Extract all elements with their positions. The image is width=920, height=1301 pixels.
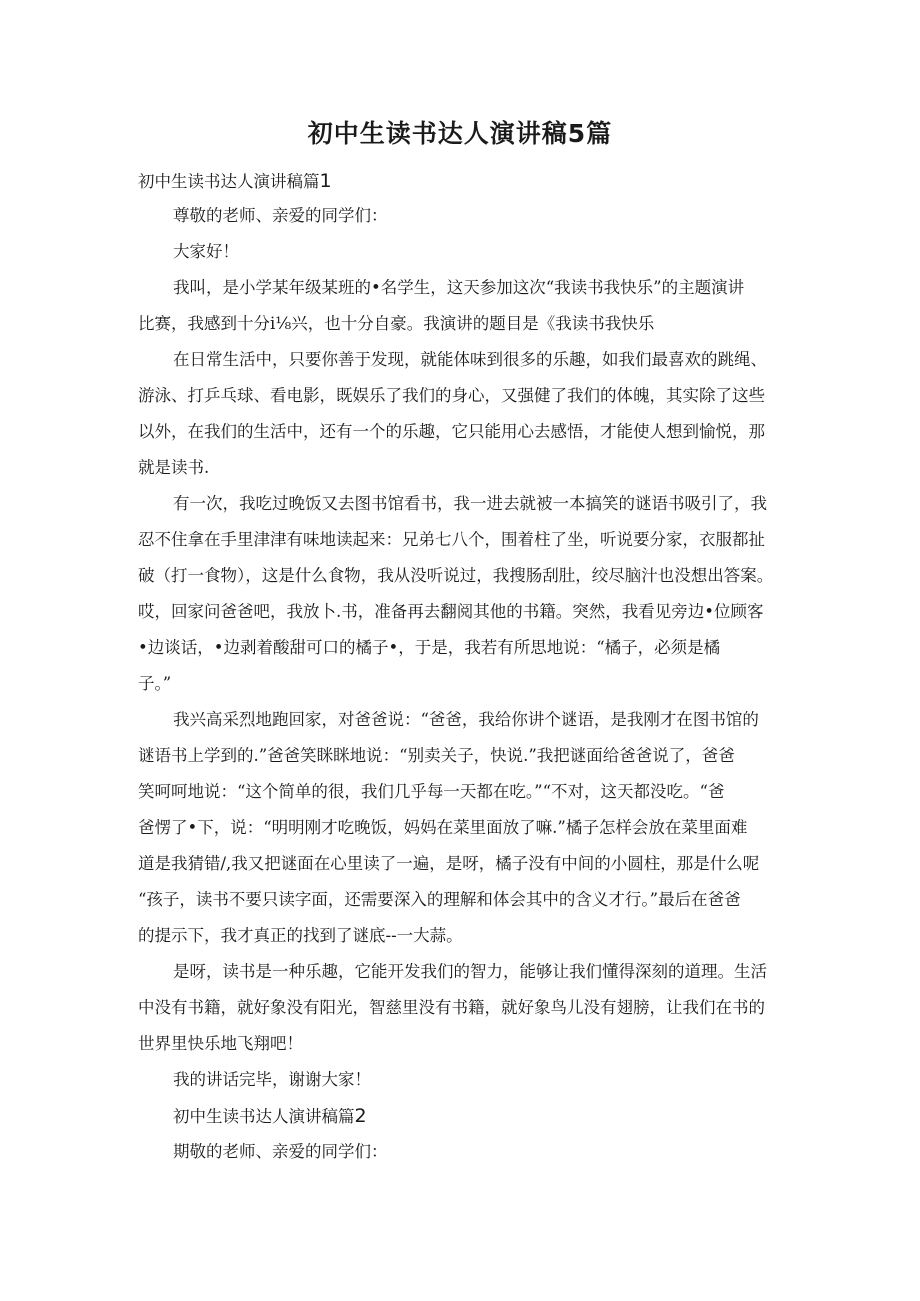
- paragraph-line: 哎，回家问爸爸吧，我放卜.书，准备再去翻阅其他的书籍。突然，我看见旁边•位顾客: [138, 602, 764, 621]
- paragraph-line: 破（打一食物），这是什么食物，我从没听说过，我搜肠刮肚，绞尽脑汁也没想出答案。: [138, 566, 774, 585]
- document-title: 初中生读书达人演讲稿5篇: [307, 119, 613, 148]
- paragraph-line: 就是读书.: [138, 458, 210, 477]
- paragraph-line: 爸愣了•下，说：“明明刚才吃晚饭，妈妈在菜里面放了嘛.”橘子怎样会放在菜里面难: [138, 818, 748, 837]
- section-number-2: 2: [354, 1105, 367, 1127]
- paragraph-line: 道是我猜错/,我又把谜面在心里读了一遍，是呀，橘子没有中间的小圆柱，那是什么呢: [138, 854, 760, 873]
- paragraph-line: 我叫，是小学某年级某班的•名学生，这天参加这次“我读书我快乐”的主题演讲: [173, 278, 745, 297]
- paragraph-line: 是呀，读书是一种乐趣，它能开发我们的智力，能够让我们懂得深刻的道理。生活: [173, 962, 767, 981]
- paragraph-line: 世界里快乐地飞翔吧！: [138, 1034, 303, 1053]
- paragraph-line: 我兴高采烈地跑回家，对爸爸说：“爸爸，我给你讲个谜语，是我刚才在图书馆的: [173, 710, 759, 729]
- paragraph-line: 的提示下，我才真正的找到了谜底--一大蒜。: [138, 926, 463, 945]
- paragraph-line: 中没有书籍，就好象没有阳光，智慈里没有书籍，就好象鸟儿没有翅膀，让我们在书的: [138, 998, 765, 1017]
- paragraph-line: 尊敬的老师、亲爱的同学们：: [173, 206, 388, 225]
- paragraph-line: 比赛，我感到十分i⅛兴，也十分自豪。我演讲的题目是《我读书我快乐: [138, 314, 655, 333]
- paragraph-line: 游泳、打乒乓球、看电影，既娱乐了我们的身心，又强健了我们的体魄，其实除了这些: [138, 386, 765, 405]
- paragraph-line: 笑呵呵地说：“这个简单的很，我们几乎每一天都在吃。”“不对，这天都没吃。“爸: [138, 782, 725, 801]
- paragraph-line: 有一次，我吃过晚饭又去图书馆看书，我一进去就被一本搞笑的谜语书吸引了，我: [173, 494, 767, 513]
- paragraph-line: 以外，在我们的生活中，还有一个的乐趣，它只能用心去感悟，才能使人想到愉悦，那: [138, 422, 765, 441]
- paragraph-line: •边谈话，•边剥着酸甜可口的橘子•，于是，我若有所思地说：“橘子，必须是橘: [138, 638, 721, 657]
- section-heading-2: 初中生读书达人演讲稿篇2: [173, 1105, 367, 1127]
- paragraph-line: “孩子，读书不要只读字面，还需要深入的理解和体会其中的含义才行。”最后在爸爸: [138, 890, 741, 909]
- paragraph-line: 忍不住拿在手里津津有味地读起来：兄弟七八个，围着柱了坐，听说要分家，衣服都扯: [138, 530, 765, 549]
- section-number-1: 1: [319, 170, 332, 192]
- paragraph-line: 我的讲话完毕，谢谢大家！: [173, 1070, 371, 1089]
- section-heading-1: 初中生读书达人演讲稿篇1: [138, 170, 332, 192]
- paragraph-line: 在日常生活中，只要你善于发现，就能体味到很多的乐趣，如我们最喜欢的跳绳、: [173, 350, 767, 369]
- paragraph-line: 子。”: [138, 674, 172, 693]
- paragraph-line: 大家好！: [173, 242, 239, 261]
- paragraph-line: 谜语书上学到的.”爸爸笑眯眯地说：“别卖关子，快说.”我把谜面给爸爸说了，爸爸: [138, 746, 735, 765]
- paragraph-line: 期敬的老师、亲爱的同学们：: [173, 1142, 388, 1161]
